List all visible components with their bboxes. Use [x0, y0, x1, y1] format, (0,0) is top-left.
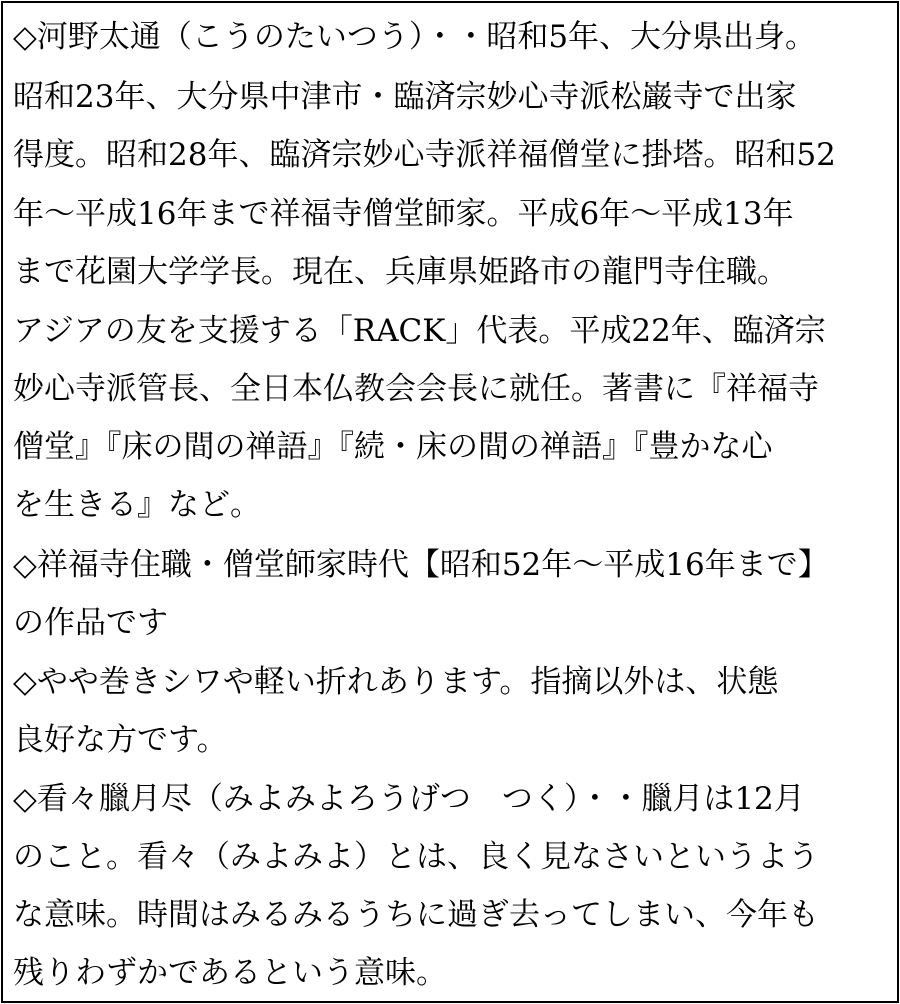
text-line: 妙心寺派管長、全日本仏教会会長に就任。著書に『祥福寺 [13, 371, 819, 407]
text-line: まで花園大学学長。現在、兵庫県姫路市の龍門寺住職。 [13, 254, 788, 290]
text-line: を生きる』など。 [13, 487, 261, 523]
text-line: 年〜平成16年まで祥福寺僧堂師家。平成6年〜平成13年 [13, 196, 794, 232]
text-line: 残りわずかであるという意味。 [13, 955, 447, 991]
text-line: 僧堂』『床の間の禅語』『続・床の間の禅語』『豊かな心 [13, 429, 773, 465]
text-line: ◇看々臘月尽（みよみよろうげつ つく）・・臘月は12月 [13, 781, 805, 817]
text-line: ◇やや巻きシワや軽い折れあります。指摘以外は、状態 [13, 664, 779, 700]
text-line: のこと。看々（みよみよ）とは、良く見なさいというよう [13, 839, 819, 875]
description-box [1, 1, 899, 1003]
text-line: ◇河野太通（こうのたいつう）・・昭和5年、大分県出身。 [13, 19, 817, 55]
text-line: 得度。昭和28年、臨済宗妙心寺派祥福僧堂に掛塔。昭和52 [13, 137, 836, 173]
text-line: な意味。時間はみるみるうちに過ぎ去ってしまい、今年も [13, 897, 819, 933]
text-line: 昭和23年、大分県中津市・臨済宗妙心寺派松巌寺で出家 [13, 79, 797, 115]
text-line: の作品です [13, 605, 168, 641]
text-line: 良好な方です。 [13, 722, 228, 758]
text-line: アジアの友を支援する「RACK」代表。平成22年、臨済宗 [13, 313, 826, 349]
text-line: ◇祥福寺住職・僧堂師家時代【昭和52年〜平成16年まで】 [13, 547, 829, 583]
